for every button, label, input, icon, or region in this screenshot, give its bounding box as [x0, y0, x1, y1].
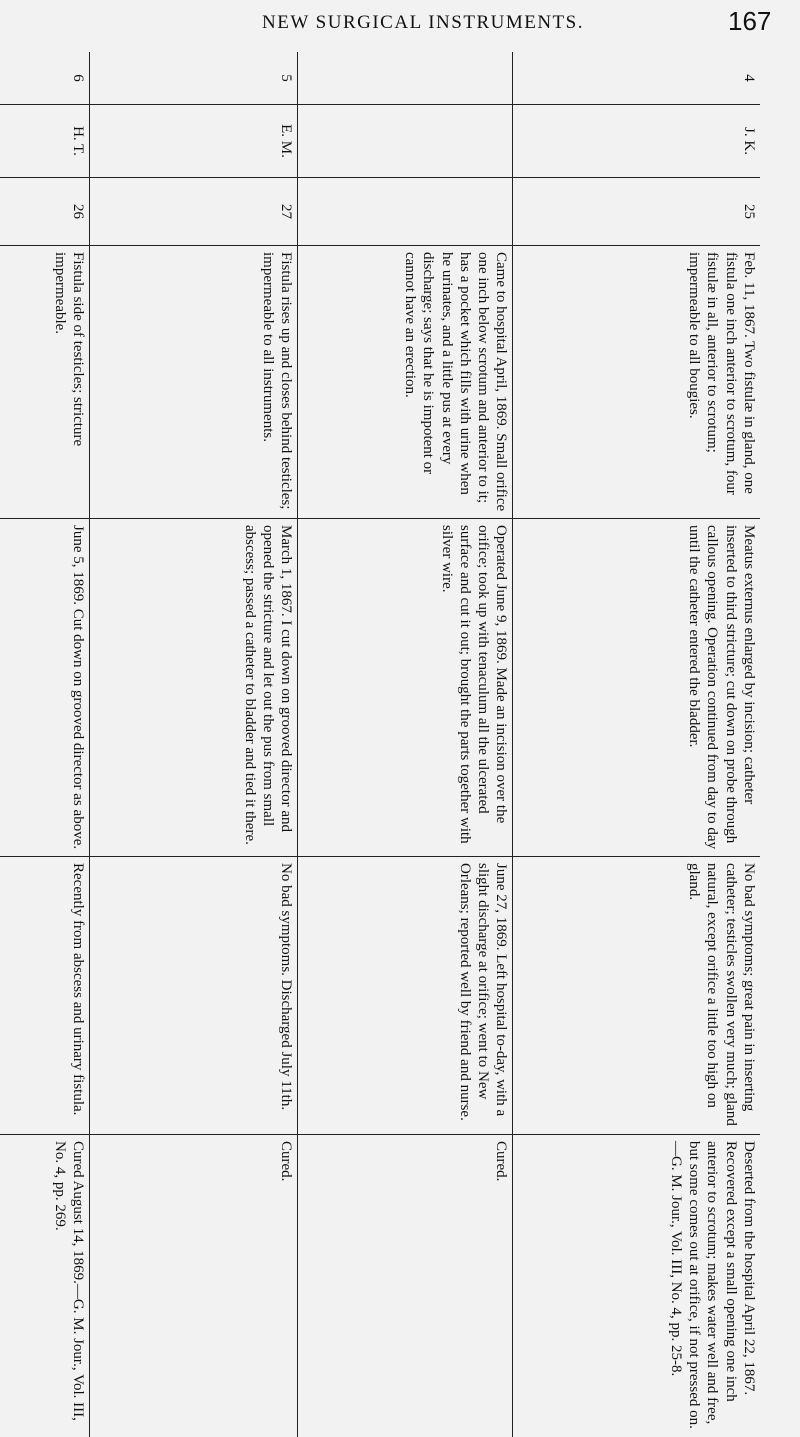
patient-initials — [298, 105, 513, 178]
result-cell: No bad symptoms; great pain in inserting catheter; testicles swollen very much; gland natural, except orifice a little too high on gland. — [513, 857, 760, 1135]
operation-cell: June 5, 1869. Cut down on grooved director as above. — [0, 519, 90, 857]
result-cell: No bad symptoms. Discharged July 11th. — [90, 857, 298, 1135]
result-cell: Recently from abscess and urinary fistula. — [0, 857, 90, 1135]
patient-initials: J. K. — [513, 105, 760, 178]
patient-initials: E. M. — [90, 105, 298, 178]
condition-cell: Fistula rises up and closes behind testicles; impermeable to all instruments. — [90, 246, 298, 519]
patient-age: 27 — [90, 178, 298, 246]
case-number — [298, 52, 513, 105]
condition-cell: Came to hospital April, 1869. Small orifice one inch below scrotum and anterior to it; has a pocket which fills with urine when he urinates, and a little pus at every discharge; says that he is impotent or cannot have an erection. — [298, 246, 513, 519]
operation-cell: Operated June 9, 1869. Made an incision over the orifice; took up with tenaculum all the ulcerated surface and cut it out; brought the parts together with silver wire. — [298, 519, 513, 857]
patient-age: 26 — [0, 178, 90, 246]
table-row — [513, 52, 760, 1437]
condition-cell: Fistula side of testicles; stricture impermeable. — [0, 246, 90, 519]
result-cell: June 27, 1869. Left hospital to-day, with a slight discharge at orifice; went to New Orleans; reported well by friend and nurse. — [298, 857, 513, 1135]
case-table — [0, 52, 760, 1437]
table-row — [90, 52, 298, 1437]
patient-age — [298, 178, 513, 246]
remarks-cell: Deserted from the hospital April 22, 1867. Recovered except a small opening one inch anterior to scrotum; makes water well and free, but some comes out at orifice, if not pressed on.—G. M. Jour., Vol. III, No. 4, pp. 25-8. — [513, 1135, 760, 1437]
table-row — [0, 52, 90, 1437]
table-row — [298, 52, 513, 1437]
patient-initials: H. T. — [0, 105, 90, 178]
operation-cell: Meatus externus enlarged by incision; catheter inserted to third stricture; cut down on probe through callous opening. Operation continued from day to day until the catheter entered the bladder. — [513, 519, 760, 857]
running-head: NEW SURGICAL INSTRUMENTS. — [262, 12, 584, 34]
operation-cell: March 1, 1867. I cut down on grooved director and opened the stricture and let out the pus from small abscess; passed a catheter to bladder and tied it there. — [90, 519, 298, 857]
patient-age: 25 — [513, 178, 760, 246]
page-header — [0, 6, 800, 42]
remarks-cell: Cured August 14, 1869.—G. M. Jour., Vol. III, No. 4, pp. 269. — [0, 1135, 90, 1437]
remarks-cell: Cured. — [298, 1135, 513, 1437]
page-number: 167 — [728, 6, 771, 37]
case-table-rotated — [90, 52, 760, 1347]
remarks-cell: Cured. — [90, 1135, 298, 1437]
condition-cell: Feb. 11, 1867. Two fistulæ in gland, one fistula one inch anterior to scrotum, four fistulæ in all, anterior to scrotum; impermeable to all bougies. — [513, 246, 760, 519]
case-number: 6 — [0, 52, 90, 105]
case-number: 4 — [513, 52, 760, 105]
case-number: 5 — [90, 52, 298, 105]
